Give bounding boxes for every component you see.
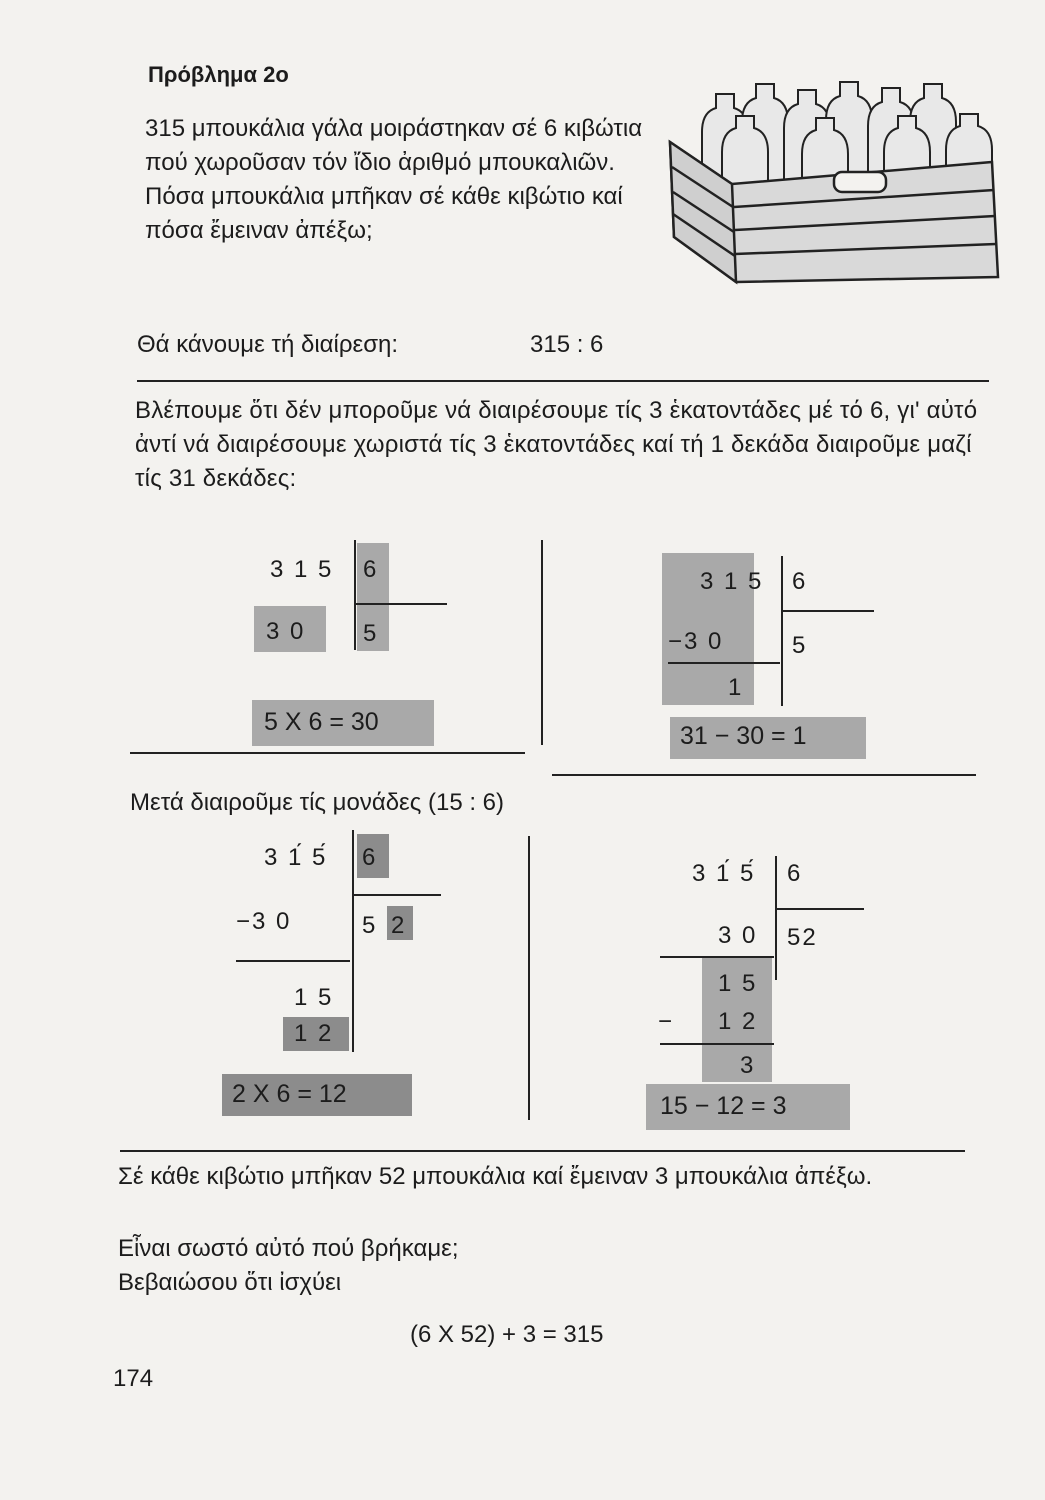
step1-right-quotient: 5	[792, 632, 808, 659]
section-divider	[120, 1150, 965, 1152]
step2-left-minus: −3 0	[236, 908, 292, 935]
step2-right-remainder: 3	[740, 1052, 756, 1079]
column-divider	[541, 540, 543, 745]
section-divider	[137, 380, 989, 382]
step2-right-minus: −	[658, 1008, 675, 1035]
explanation-paragraph: Βλέπουμε ὅτι δέν μποροῦμε νά διαιρέσουμε τίς 3 ἑκατοντάδες μέ τό 6, γι' αὐτό ἀντί νά διαιρέσουμε χωριστά τίς 3 ἑκατοντάδες καί τή 1 δεκάδα διαιροῦμε μαζί τίς 31 δεκάδες:	[135, 397, 978, 492]
step2-left-note: 2 X 6 = 12	[232, 1080, 347, 1108]
step1-left-note: 5 X 6 = 30	[264, 708, 379, 736]
division-expression: 315 : 6	[530, 331, 604, 358]
division-bar	[776, 908, 864, 910]
step2-left-carry: 1 5	[294, 984, 334, 1011]
problem-statement: 315 μπουκάλια γάλα μοιράστηκαν σέ 6 κιβώτια πού χωροῦσαν τόν ἴδιο ἀριθμό μπουκαλιῶν. Πόσα μπουκάλια μπῆκαν σέ κάθε κιβώτιο καί πόσα ἔμειναν ἀπέξω;	[145, 115, 643, 244]
step1-right-note: 31 − 30 = 1	[680, 722, 807, 750]
section-divider	[552, 774, 976, 776]
problem-title: Πρόβλημα 2ο	[148, 62, 289, 87]
division-bar	[781, 556, 783, 706]
step1-right-divisor: 6	[792, 568, 808, 595]
step2-left-quotient-a: 5	[362, 912, 378, 939]
step1-right-minus: −3 0	[668, 628, 724, 655]
step2-right-carry: 1 5	[718, 970, 758, 997]
step1-left-dividend: 3 1 5	[270, 556, 334, 583]
division-intro: Θά κάνουμε τή διαίρεση:	[137, 331, 399, 358]
step1-right-dividend: 3 1 5	[700, 568, 764, 595]
check-prompt: Βεβαιώσου ὅτι ἰσχύει	[118, 1269, 342, 1296]
step2-right-dividend: 3 1́ 5́	[692, 860, 756, 887]
step2-left-quotient-b: 2	[391, 912, 407, 939]
conclusion-text: Σέ κάθε κιβώτιο μπῆκαν 52 μπουκάλια καί ἔμειναν 3 μπουκάλια ἀπέξω.	[118, 1163, 873, 1190]
step2-left-product: 1 2	[294, 1020, 334, 1047]
section-divider	[130, 752, 525, 754]
step1-left-product: 3 0	[266, 618, 306, 645]
step2-right-divisor: 6	[787, 860, 803, 887]
step2-left-divisor: 6	[362, 844, 378, 871]
check-equation: (6 X 52) + 3 = 315	[410, 1321, 604, 1348]
division-bar	[354, 540, 356, 650]
subtraction-line	[660, 1043, 774, 1045]
division-bar	[355, 603, 447, 605]
page-number: 174	[113, 1365, 154, 1392]
column-divider	[528, 836, 530, 1120]
step1-left-quotient: 5	[363, 620, 379, 647]
step1-right-remainder: 1	[728, 674, 744, 701]
division-bar	[782, 610, 874, 612]
step2-right-sub1: 3 0	[718, 922, 758, 949]
check-question: Εἶναι σωστό αὐτό πού βρήκαμε;	[118, 1235, 459, 1262]
units-intro: Μετά διαιροῦμε τίς μονάδες (15 : 6)	[130, 789, 505, 816]
division-bar	[775, 856, 777, 980]
milk-crate-illustration	[662, 72, 1002, 287]
step1-left-divisor: 6	[363, 556, 379, 583]
step2-right-quotient: 52	[787, 924, 818, 951]
step2-right-product: 1 2	[718, 1008, 758, 1035]
subtraction-line	[668, 662, 780, 664]
step2-right-note: 15 − 12 = 3	[660, 1092, 787, 1120]
division-bar	[353, 894, 441, 896]
division-bar	[352, 830, 354, 1052]
step2-left-dividend: 3 1́ 5́	[264, 844, 328, 871]
subtraction-line	[236, 960, 350, 962]
